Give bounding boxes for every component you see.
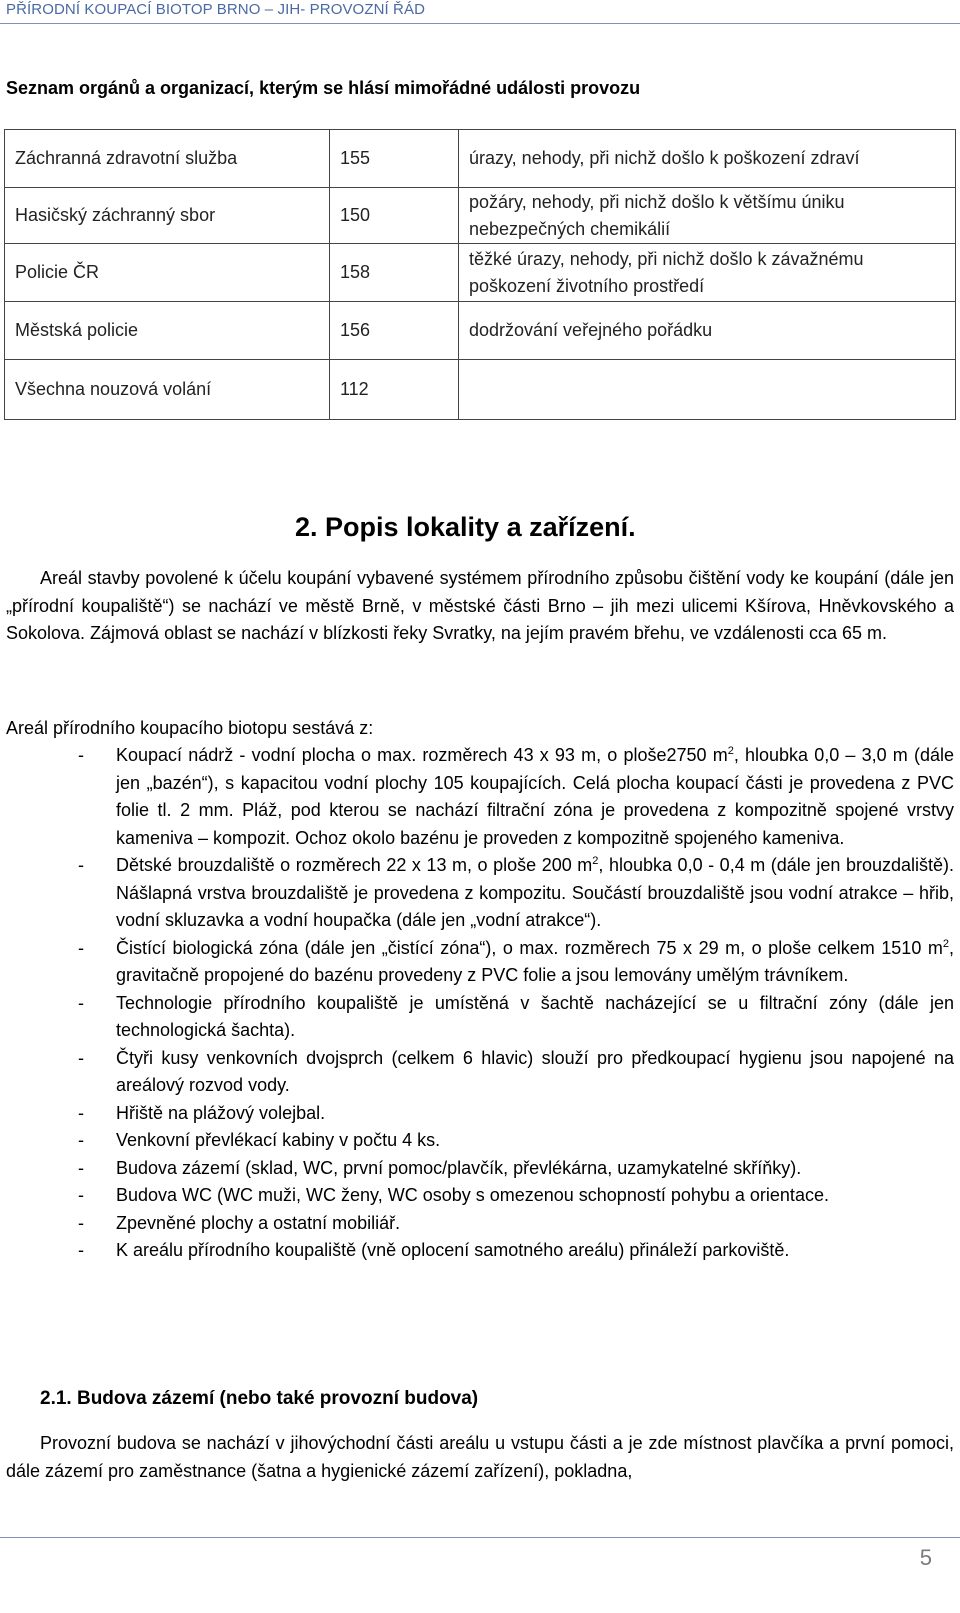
list-item: - Hřiště na plážový volejbal. — [78, 1102, 326, 1123]
facility-list — [6, 742, 954, 1265]
list-item: - Budova WC (WC muži, WC ženy, WC osoby s omezenou schopností pohybu a orientace. — [78, 1185, 829, 1205]
heading-section-2: 2. Popis lokality a zařízení. — [295, 512, 636, 542]
footer-divider — [0, 1537, 960, 1538]
list-item: - Technologie přírodního koupaliště je umístěná v šachtě nacházející se u filtrační zóny (dále jen technologická šachta). — [78, 992, 954, 1040]
contact-name: Všechna nouzová volání — [5, 360, 330, 420]
list-item: - Budova zázemí (sklad, WC, první pomoc/plavčík, převlékárna, uzamykatelné skříňky). — [78, 1157, 802, 1178]
contact-description: těžké úrazy, nehody, při nichž došlo k závažnému poškození životního prostředí — [459, 244, 956, 302]
list-item: - Venkovní převlékací kabiny v počtu 4 ks. — [78, 1130, 441, 1150]
list-item: - Čistící biologická zóna (dále jen „čistící zóna“), o max. rozměrech 75 x 29 m, o ploše celkem 1510 $m^2$, gravitačně propojené do bazénu provedeny z PVC folie a jsou lemovány umělým trávníkem. — [78, 937, 954, 985]
table-row — [5, 244, 956, 302]
contact-number: 112 — [330, 360, 459, 420]
table-row — [5, 360, 956, 420]
heading-section-2-1: 2.1. Budova zázemí (nebo také provozní budova) — [40, 1388, 479, 1409]
emergency-contacts-table — [4, 129, 956, 420]
intro-paragraph: Areál stavby povolené k účelu koupání vybavené systémem přírodního způsobu čištění vody ke koupání (dále jen „přírodní koupaliště“) se nachází ve městě Brně, v městské části Brno – jih mezi ulicemi Kšírova, Hněvkovského a Sokolova. Zájmová oblast se nachází v blízkosti řeky Svratky, na jejím pravém břehu, ve vzdálenosti cca 65 m. — [6, 568, 954, 643]
list-item: - Zpevněné plochy a ostatní mobiliář. — [78, 1212, 401, 1233]
contact-description: požáry, nehody, při nichž došlo k většímu úniku nebezpečných chemikálií — [459, 188, 956, 244]
header-divider — [0, 23, 960, 24]
contact-name: Záchranná zdravotní služba — [5, 130, 330, 188]
building-paragraph: Provozní budova se nachází v jihovýchodní části areálu u vstupu části a je zde místnost plavčíka a první pomoci, dále zázemí pro zaměstnance (šatna a hygienické zázemí zařízení), pokladna, — [6, 1433, 954, 1481]
contact-name: Policie ČR — [5, 244, 330, 302]
page-number: 5 — [919, 1545, 932, 1570]
list-item: - Čtyři kusy venkovních dvojsprch (celkem 6 hlavic) slouží pro předkoupací hygienu jsou napojené na areálový rozvod vody. — [78, 1047, 954, 1095]
contact-name: Městská policie — [5, 302, 330, 360]
contact-number: 155 — [330, 130, 459, 188]
table-row — [5, 302, 956, 360]
table-row — [5, 130, 956, 188]
table-row — [5, 188, 956, 244]
contact-number: 156 — [330, 302, 459, 360]
contact-description — [459, 360, 956, 420]
contact-description: úrazy, nehody, při nichž došlo k poškození zdraví — [459, 130, 956, 188]
contact-name: Hasičský záchranný sbor — [5, 188, 330, 244]
list-item: - Dětské brouzdaliště o rozměrech 22 x 13 m, o ploše 200 $m^2$, hloubka 0,0 - 0,4 m (dále jen brouzdaliště). Nášlapná vrstva brouzdaliště je provedena z kompozitu. Součástí brouzdaliště jsou vodní atrakce – hřib, vodní skluzavka a vodní houpačka (dále jen „vodní atrakce“). — [78, 855, 954, 930]
list-item: - Koupací nádrž - vodní plocha o max. rozměrech 43 x 93 m, o ploše2750 $m^2$, hloubka 0,0 – 3,0 m (dále jen „bazén“), s kapacitou vodní plochy 105 koupajících. Celá plocha koupací části je provedena z PVC folie tl. 2 mm. Pláž, pod kterou se nachází filtrační zóna je provedena z kompozitně spojené vrstvy kameniva – kompozit. Ochoz okolo bazénu je proveden z kompozitně spojeného kameniva. — [78, 745, 954, 848]
list-item: - K areálu přírodního koupaliště (vně oplocení samotného areálu) přináleží parkoviště. — [78, 1240, 790, 1260]
page-header: PŘÍRODNÍ KOUPACÍ BIOTOP BRNO – JIH- PROVOZNÍ ŘÁD — [6, 1, 426, 18]
contact-number: 150 — [330, 188, 459, 244]
section-title: Seznam orgánů a organizací, kterým se hlásí mimořádné události provozu — [6, 78, 641, 98]
contact-description: dodržování veřejného pořádku — [459, 302, 956, 360]
contact-number: 158 — [330, 244, 459, 302]
list-intro: Areál přírodního koupacího biotopu sestává z: — [6, 718, 374, 738]
